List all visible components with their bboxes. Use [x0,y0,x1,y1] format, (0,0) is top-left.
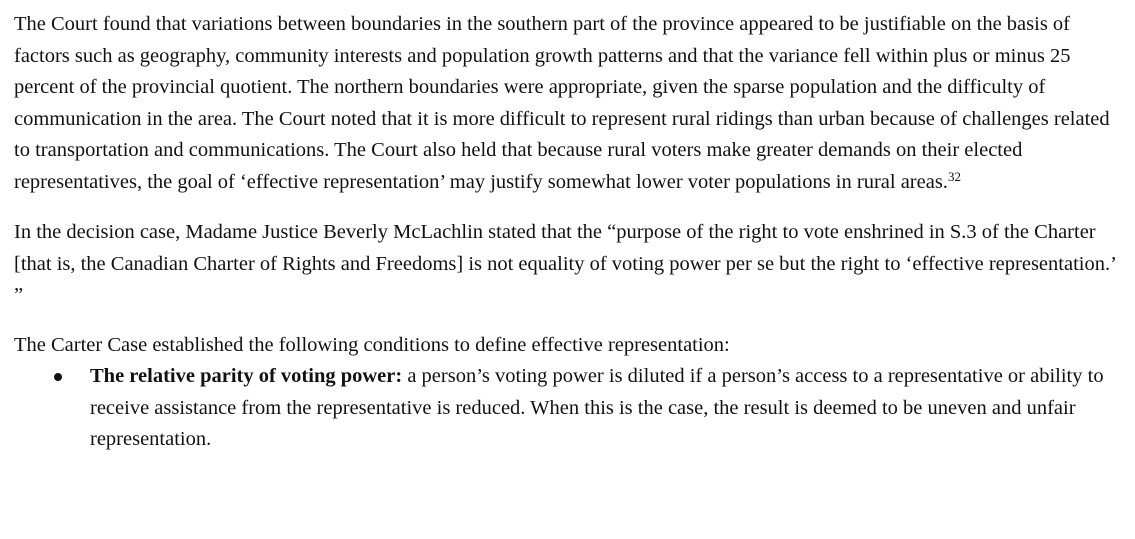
list-item-term: The relative parity of voting power: [90,365,403,387]
paragraph-carter-case-intro: The Carter Case established the following conditions to define effective representation: [14,333,730,356]
paragraph-court-findings-text: The Court found that variations between boundaries in the southern part of the province appeared to be justifiable on the basis of factors such as geography, community interests and population growth patterns and that the variance fell within plus or minus 25 percent of the provincial quotient. The northern boundaries were appropriate, given the sparse population and the difficulty of communication in the area. The Court noted that it is more difficult to represent rural ridings than urban because of challenges related to transportation and communications. The Court also held that because rural voters make greater demands on their elected representatives, the goal of ‘effective representation’ may justify somewhat lower voter populations in rural areas. [14,13,1110,193]
bullet-icon [54,373,62,381]
conditions-list [14,361,1124,456]
footnote-marker: 32 [947,168,961,184]
document-body [14,9,1124,456]
paragraph-mclachlin-quote: In the decision case, Madame Justice Beverly McLachlin stated that the “purpose of the right to vote enshrined in S.3 of the Charter [that is, the Canadian Charter of Rights and Freedoms] is not equality of voting power per se but the right to ‘effective representation.’ ” [14,221,1116,306]
list-item [14,361,1124,456]
list-item-text: a person’s voting power is diluted if a person’s access to a representative or ability to receive assistance from the representative is reduced. When this is the case, the result is deemed to be uneven and unfair representation. [90,365,1104,450]
paragraph-court-findings [14,9,1124,198]
